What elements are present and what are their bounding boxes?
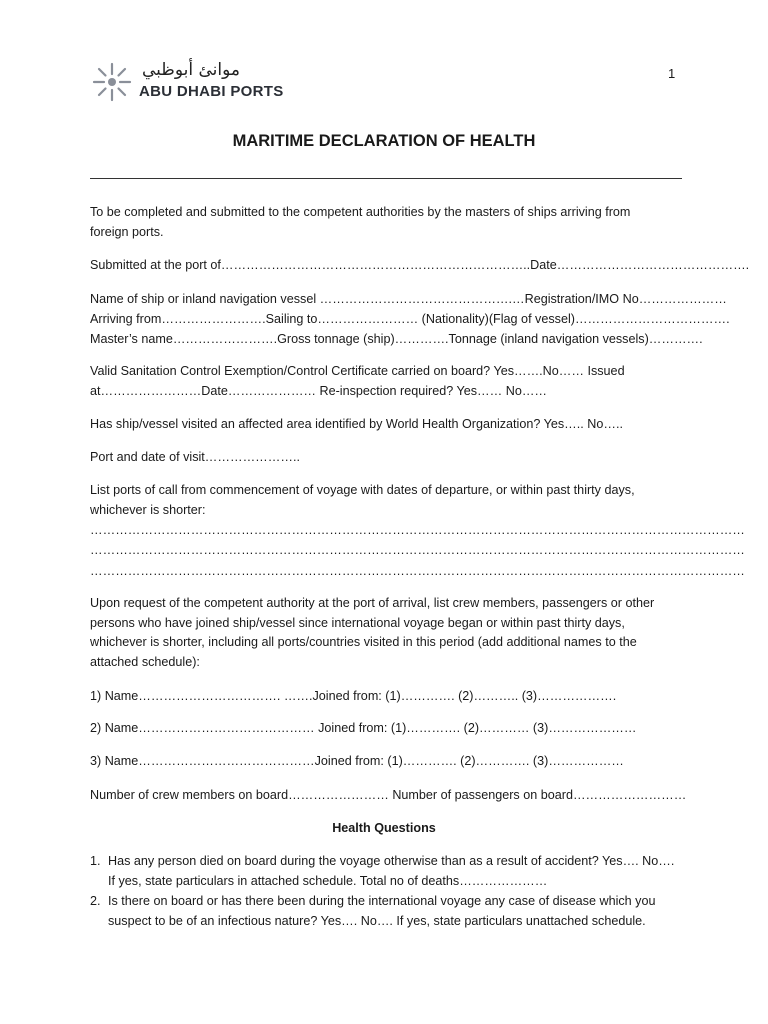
abu-dhabi-ports-logo — [92, 58, 292, 110]
ports-of-call-line-1: List ports of call from commencement of voyage with dates of departure, or within past thirty days, — [90, 483, 635, 497]
question-1-line-2: If yes, state particulars in attached schedule. Total no of deaths………………… — [108, 874, 548, 888]
question-2-line-2: suspect to be of an infectious nature? Yes…. No…. If yes, state particulars unattached schedule. — [108, 914, 646, 928]
crew-count-line: Number of crew members on board…………………… Number of passengers on board……………………… — [90, 788, 687, 802]
crew-request-line-4: attached schedule): — [90, 655, 200, 669]
name-line-1: 1) Name……………………………. …….Joined from: (1)…………. (2)……….. (3)………………. — [90, 689, 617, 703]
title-divider — [90, 178, 682, 179]
sanitation-line-2: at……………………Date………………… Re-inspection required? Yes…… No…… — [90, 384, 548, 398]
name-line-2: 2) Name…………………………………… Joined from: (1)…………. (2)………… (3)………………… — [90, 721, 637, 735]
intro-line-2: foreign ports. — [90, 225, 164, 239]
ports-of-call-blank-2: ………………………………………………………………………………………………………………………………………… — [90, 543, 745, 557]
crew-request-line-2: persons who have joined ship/vessel since international voyage began or within past thirty days, — [90, 616, 625, 630]
logo-arabic-text: موانئ أبوظبي — [142, 60, 240, 80]
ship-info-line-1: Name of ship or inland navigation vessel ……………………………………….…Registration/IMO No………………… — [90, 292, 727, 306]
crew-request-line-3: whichever is shorter, including all ports/countries visited in this period (add additional names to the — [90, 635, 637, 649]
port-visit-line: Port and date of visit………………….. — [90, 450, 300, 464]
health-questions-heading: Health Questions — [332, 821, 436, 835]
intro-line-1: To be completed and submitted to the competent authorities by the masters of ships arriving from — [90, 205, 631, 219]
ship-info-line-3: Master’s name…………………….Gross tonnage (ship)………….Tonnage (inland navigation vessels)…………. — [90, 332, 703, 346]
ship-info-line-2: Arriving from…………………….Sailing to…………………… (Nationality)(Flag of vessel)………………………………. — [90, 312, 730, 326]
ports-of-call-blank-3: ………………………………………………………………………………………………………………………………………… — [90, 564, 745, 578]
affected-area-line: Has ship/vessel visited an affected area identified by World Health Organization? Yes….. No….. — [90, 417, 623, 431]
question-number: 2. — [90, 894, 101, 908]
page-number: 1 — [668, 66, 676, 81]
ports-of-call-blank-1: ………………………………………………………………………………………………………………………………………… — [90, 523, 745, 537]
submitted-line: Submitted at the port of………………………………………………………………..Date………………………………………. — [90, 258, 750, 272]
sanitation-line-1: Valid Sanitation Control Exemption/Control Certificate carried on board? Yes…….No…… Issued — [90, 364, 625, 378]
page-title: MARITIME DECLARATION OF HEALTH — [232, 132, 536, 150]
question-1-line-1: Has any person died on board during the voyage otherwise than as a result of accident? Yes…. No…. — [108, 854, 675, 868]
question-2-line-1: Is there on board or has there been during the international voyage any case of disease which you — [108, 894, 656, 908]
name-line-3: 3) Name……………………………………Joined from: (1)…………. (2)…………. (3)……………… — [90, 754, 624, 768]
logo-english-text: ABU DHABI PORTS — [139, 83, 284, 100]
crew-request-line-1: Upon request of the competent authority at the port of arrival, list crew members, passengers or other — [90, 596, 655, 610]
ports-of-call-line-2: whichever is shorter: — [90, 503, 206, 517]
sunburst-logo-icon — [92, 60, 132, 104]
question-number: 1. — [90, 854, 101, 868]
